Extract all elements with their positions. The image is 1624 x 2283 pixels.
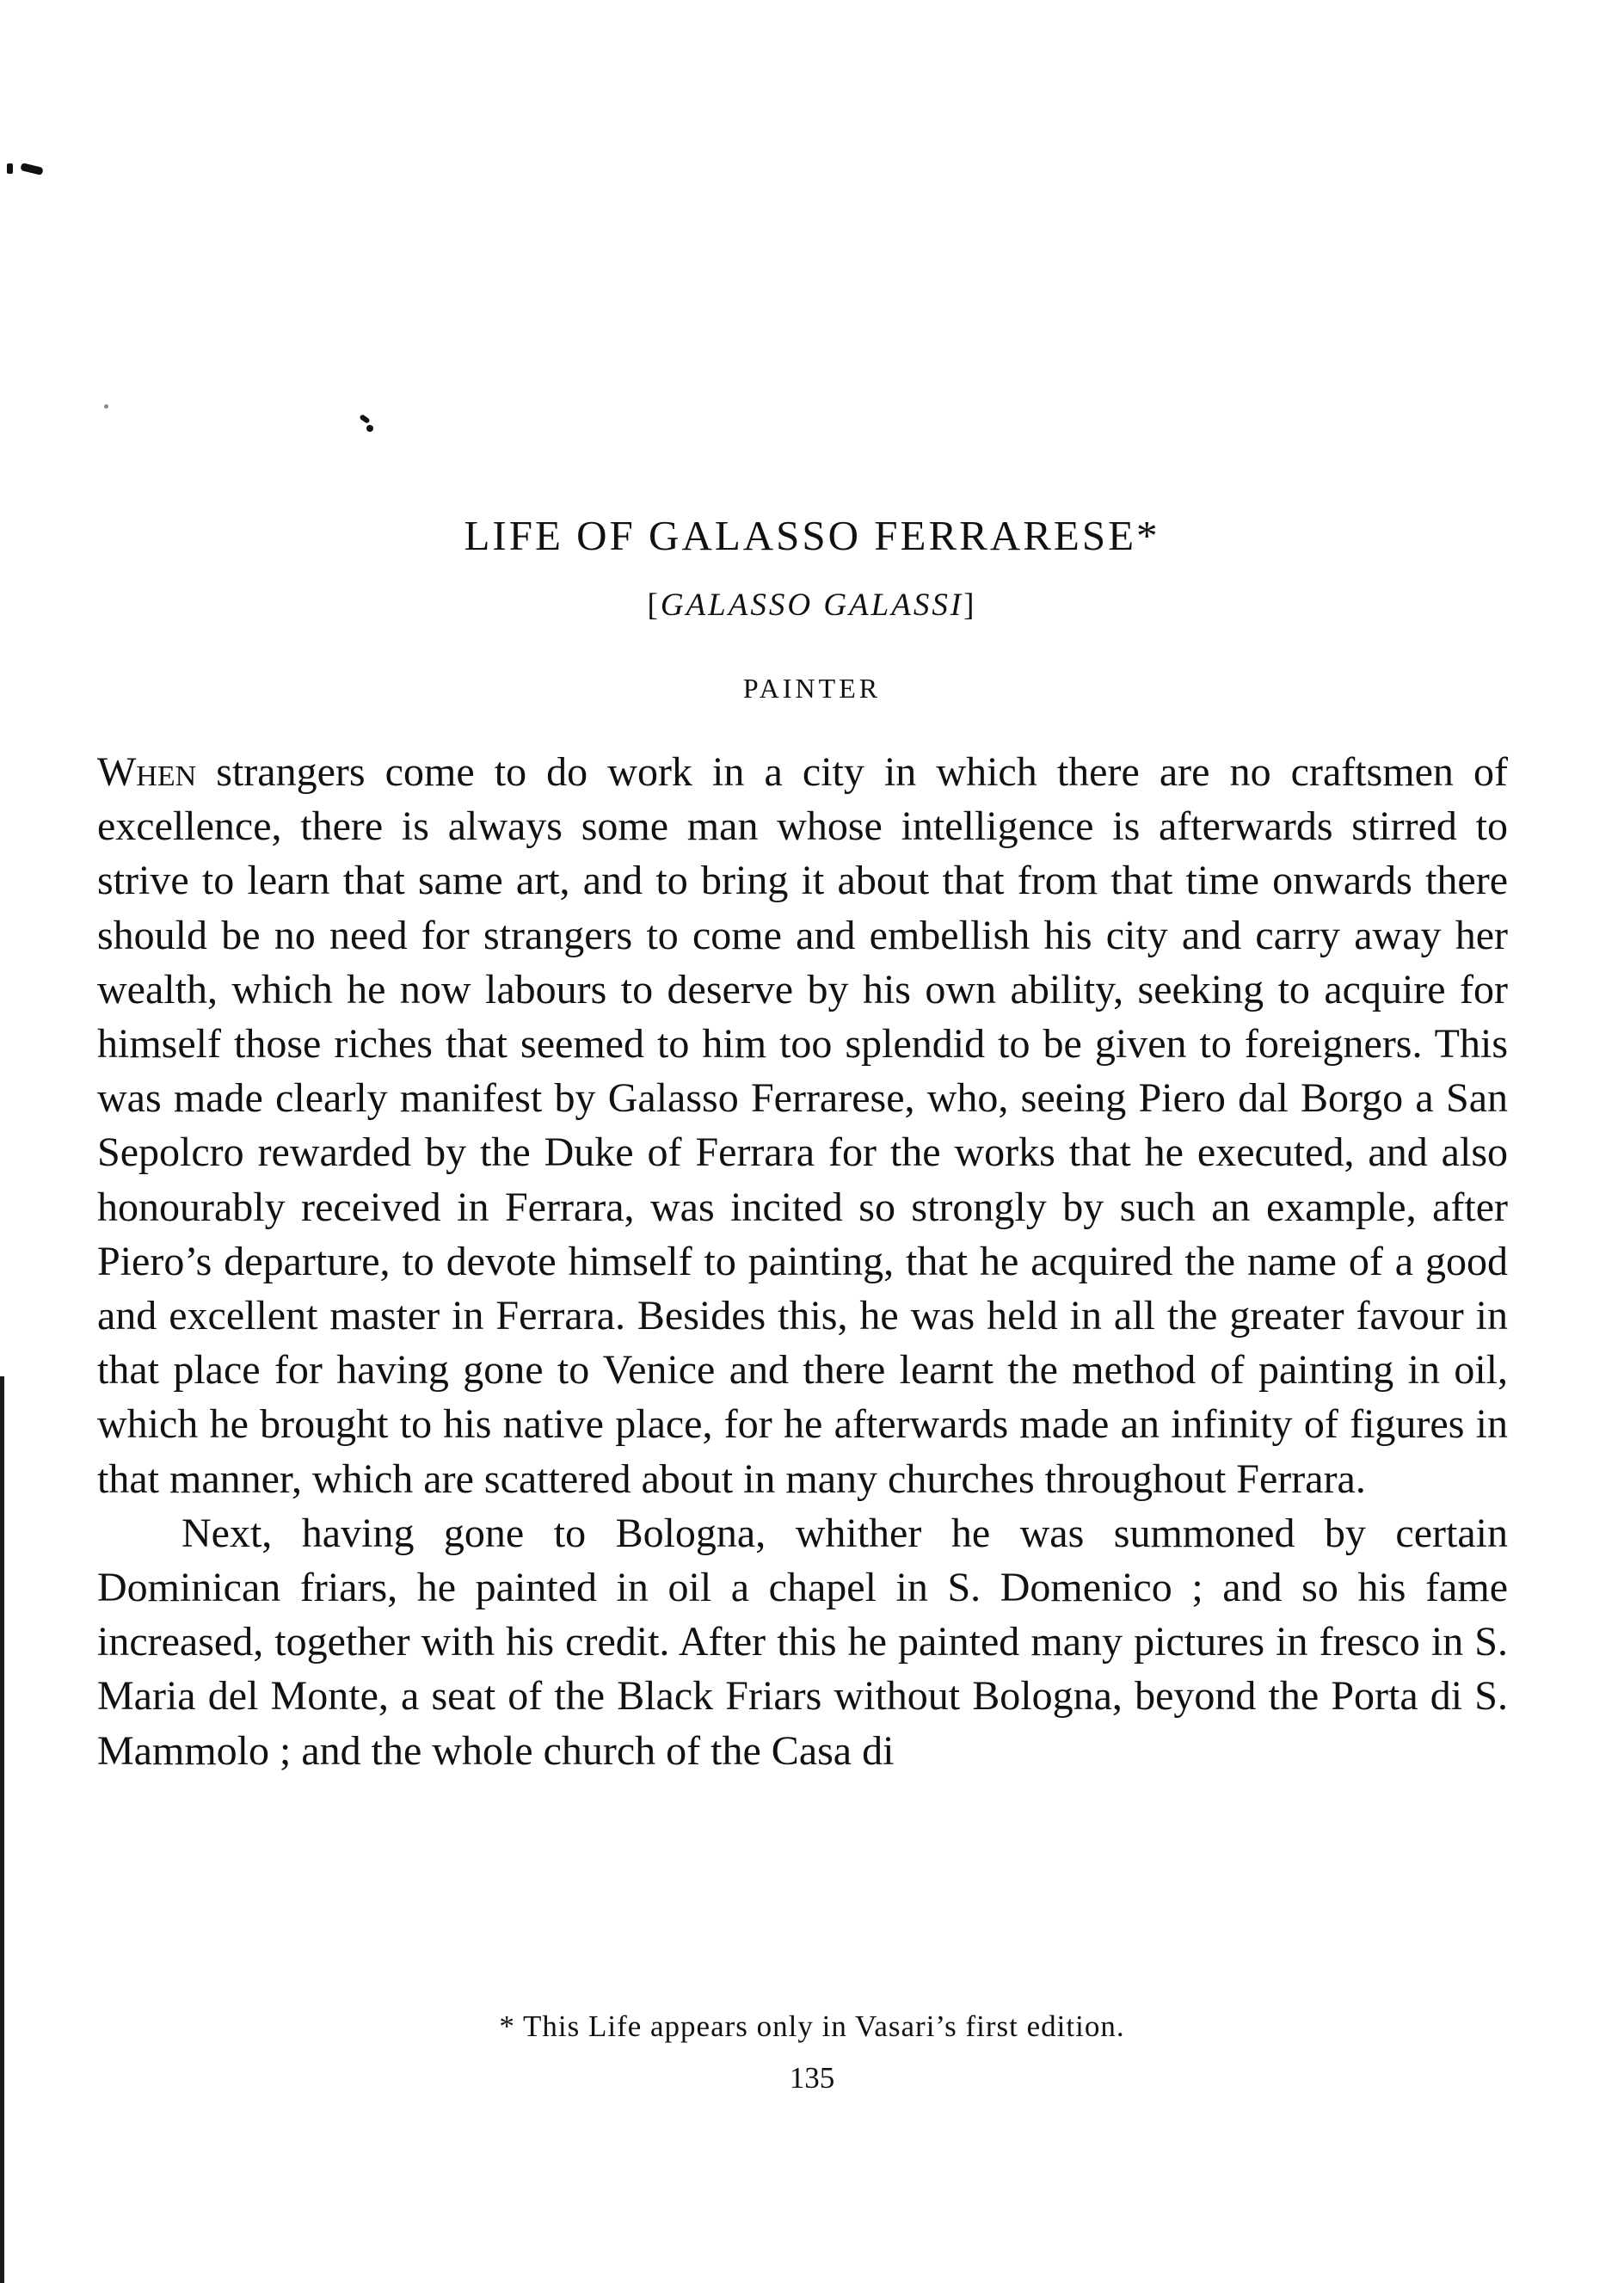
scan-speck [366, 425, 373, 432]
scan-speck [104, 404, 108, 409]
subtitle-close-bracket: ] [963, 588, 977, 623]
paragraph [97, 745, 1508, 1506]
body-text [97, 745, 1508, 1778]
page-number: 135 [789, 2061, 835, 2095]
footnote: * This Life appears only in Vasari’s first edition. [499, 2009, 1125, 2043]
chapter-title: LIFE OF GALASSO FERRARESE* [464, 512, 1160, 559]
page-edge-shadow [0, 1376, 4, 2283]
paragraph-text: strangers come to do work in a city in which there are no craftsmen of excellence, there is always some man whose intelligence is afterwards stirred to strive to learn that same art, and to bring it about that from that time onwards there should be no need for strangers to come and embellish his city and carry away her wealth, which he now labours to deserve by his own ability, seeking to acquire for himself those riches that seemed to him too splendid to be given to foreigners. This was made clearly manifest by Galasso Ferrarese, who, seeing Piero dal Borgo a San Sepolcro rewarded by the Duke of Ferrara for the works that he executed, and also honourably received in Ferrara, was incited so strongly by such an example, after Piero’s departure, to devote himself to painting, that he acquired the name of a good and excellent master in Ferrara. Besides this, he was held in all the greater favour in that place for having gone to Venice and there learnt the method of painting in oil, which he brought to his native place, for he afterwards made an infinity of figures in that manner, which are scattered about in many churches throughout Ferrara. [97, 749, 1508, 1502]
scan-speck [7, 163, 13, 174]
scan-speck [20, 163, 43, 175]
drop-word: When [97, 749, 197, 795]
paragraph: Next, having gone to Bologna, whither he was summoned by certain Dominican friars, he painted in oil a chapel in S. Domenico ; and so his fame increased, together with his credit. After this he painted many pictures in fresco in S. Maria del Monte, a seat of the Black Friars without Bologna, beyond the Porta di S. Mammolo ; and the whole church of the Casa di [97, 1510, 1508, 1774]
chapter-subtitle [0, 587, 1624, 624]
scan-speck [359, 414, 370, 424]
chapter-role: PAINTER [742, 673, 882, 704]
subtitle-open-bracket: [ [647, 588, 661, 623]
subtitle-text: GALASSO GALASSI [660, 588, 964, 623]
